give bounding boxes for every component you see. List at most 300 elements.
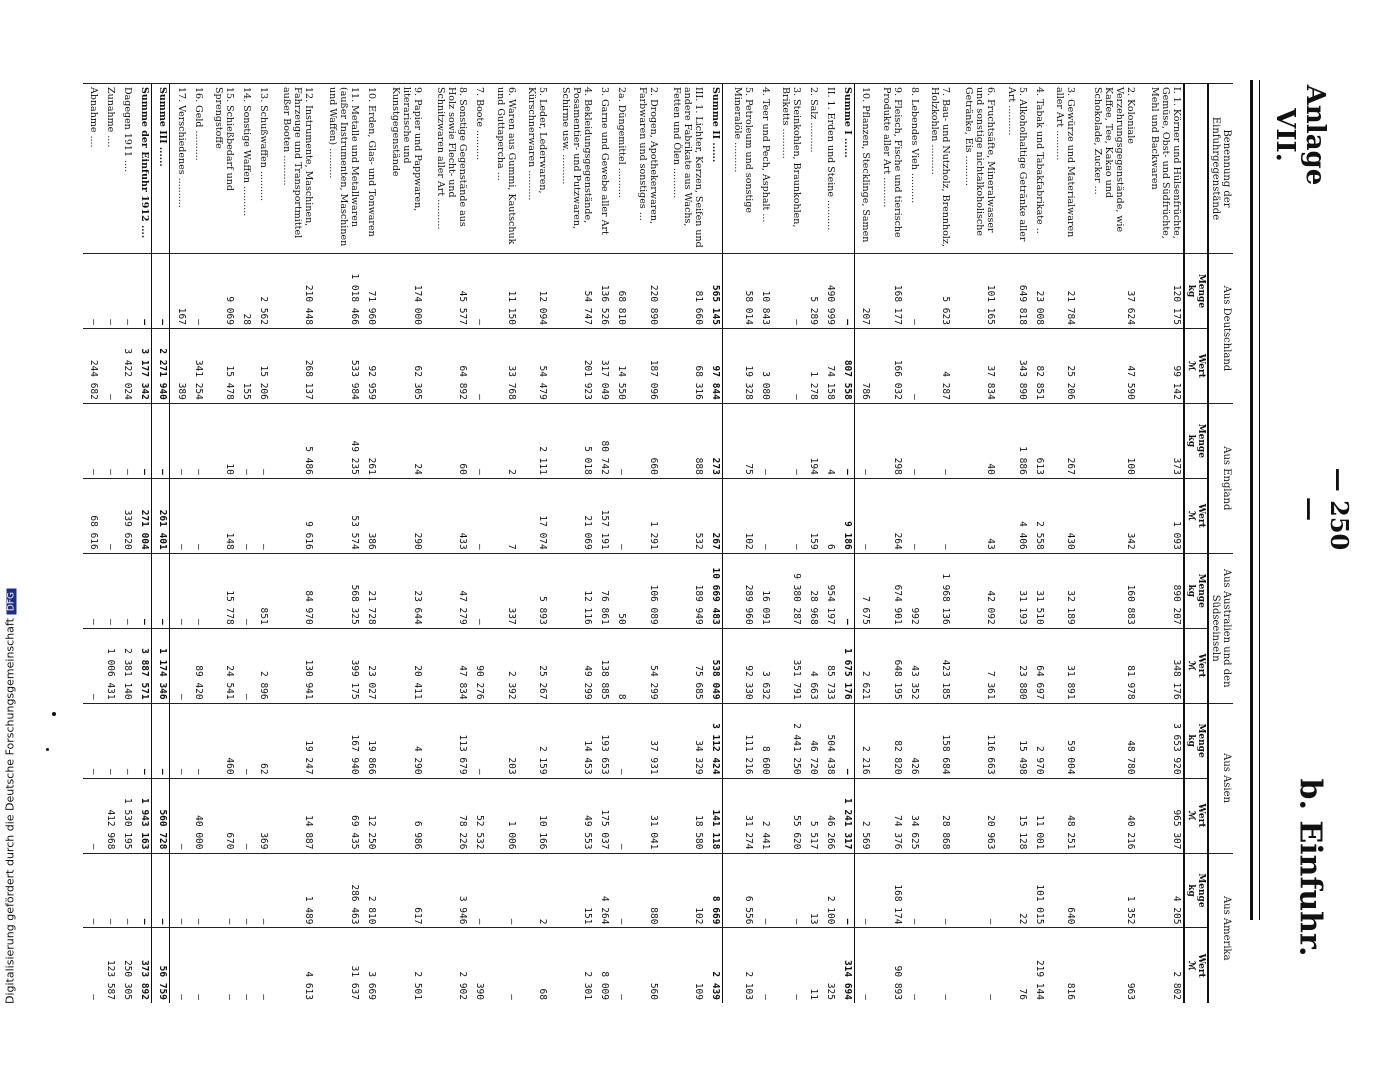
table-cell: 1 174 346: [152, 628, 170, 703]
table-cell: 24: [378, 403, 424, 478]
table-cell: —: [152, 254, 170, 329]
table-row: [253, 84, 270, 1004]
table-cell: 220 890: [628, 254, 659, 329]
table-cell: —: [170, 703, 188, 778]
table-cell: 12 094: [518, 254, 549, 329]
table-cell: 7 675: [855, 553, 873, 628]
table-cell: —: [100, 403, 117, 478]
table-cell: 168 174: [872, 853, 903, 928]
table-cell: 37 624: [1077, 254, 1137, 329]
table-cell: —: [855, 928, 873, 1003]
table-cell: 100: [1077, 403, 1137, 478]
table-cell: 2 439: [705, 928, 723, 1003]
table-cell: 267: [705, 478, 723, 553]
table-cell: 15 478: [205, 328, 236, 403]
table-cell: 2 392: [486, 628, 517, 703]
table-cell: 11 150: [486, 254, 517, 329]
table-row: [1077, 84, 1137, 1004]
table-cell: —: [469, 703, 486, 778]
table-cell: 8 009: [595, 928, 612, 1003]
table-cell: 159: [803, 478, 820, 553]
table-row: [134, 84, 152, 1004]
table-cell: 52 532: [469, 778, 486, 853]
menge-header: [1184, 254, 1208, 329]
table-cell: 25 206: [1046, 328, 1077, 403]
table-cell: —: [170, 778, 188, 853]
table-cell: 1 675 176: [837, 628, 855, 703]
subcol-label: Wert: [1196, 953, 1206, 978]
table-cell: 289 960: [723, 553, 755, 628]
table-cell: —: [772, 403, 803, 478]
table-cell: 158 684: [921, 703, 952, 778]
table-row: [705, 84, 723, 1004]
table-cell: 533 984: [315, 328, 361, 403]
col-title: Benennung der Einfuhrgegenstände: [1208, 84, 1233, 254]
table-cell: —: [772, 928, 803, 1003]
row-label: 5. Leder, Lederwaren, Kürschnerwaren ..........: [518, 84, 549, 254]
table-cell: 71 960: [361, 254, 378, 329]
unit-label: ℳ: [1186, 960, 1196, 971]
table-cell: —: [83, 853, 100, 928]
table-cell: 56 759: [152, 928, 170, 1003]
menge-header: [1184, 853, 1208, 928]
table-cell: 460: [205, 703, 236, 778]
table-cell: 89 420: [188, 628, 205, 703]
table-cell: 2 902: [424, 928, 470, 1003]
table-cell: —: [921, 403, 952, 478]
table-cell: 430: [1046, 478, 1077, 553]
table-row: [837, 84, 855, 1004]
table-cell: 649 818: [998, 254, 1029, 329]
table-cell: 8 669: [705, 853, 723, 928]
table-row: [998, 84, 1029, 1004]
row-label: Abnahme ....: [83, 84, 100, 254]
table-cell: 31 891: [1046, 628, 1077, 703]
table-cell: 60: [424, 403, 470, 478]
table-cell: —: [755, 853, 772, 928]
table-cell: 58 014: [723, 254, 755, 329]
row-label: 12. Instrumente, Maschinen, Fahrzeuge und Transportmittel außer Booten ..........: [270, 84, 316, 254]
table-cell: 4 613: [270, 928, 316, 1003]
table-cell: —: [236, 553, 253, 628]
table-cell: 2 621: [855, 628, 873, 703]
subcol-label: Menge: [1196, 873, 1206, 908]
table-cell: 880: [628, 853, 659, 928]
table-cell: —: [152, 853, 170, 928]
table-cell: —: [772, 328, 803, 403]
table-cell: 175 037: [595, 778, 612, 853]
table-cell: 12 250: [361, 778, 378, 853]
table-cell: 1 291: [628, 478, 659, 553]
table-row: [723, 84, 755, 1004]
row-label: Summe II ......: [705, 84, 723, 254]
table-row: [205, 84, 236, 1004]
table-row: [660, 84, 706, 1004]
table-cell: 20 411: [378, 628, 424, 703]
row-label: 13. Schußwaffen ..........: [253, 84, 270, 254]
table-cell: 5 486: [270, 403, 316, 478]
table-cell: 22: [998, 853, 1029, 928]
table-cell: 250 305: [117, 928, 134, 1003]
table-cell: 5 517: [803, 778, 820, 853]
table-cell: 244 682: [83, 328, 100, 403]
table-cell: 25 267: [518, 628, 549, 703]
table-cell: —: [152, 703, 170, 778]
table-cell: 92 959: [361, 328, 378, 403]
table-row: [315, 84, 361, 1004]
table-cell: 3 080: [755, 328, 772, 403]
table-cell: 47 834: [424, 628, 470, 703]
table-row: [424, 84, 470, 1004]
table-cell: 20 963: [952, 778, 998, 853]
table-cell: 660: [628, 403, 659, 478]
row-label: 2. Drogen, Apothekerwaren, Farbwaren und sonstiges ...: [628, 84, 659, 254]
table-cell: —: [134, 853, 152, 928]
table-cell: —: [611, 703, 628, 778]
table-cell: —: [100, 703, 117, 778]
row-label: 3. Garne und Gewebe aller Art: [595, 84, 612, 254]
table-cell: —: [100, 254, 117, 329]
table-cell: 10 669 483: [705, 553, 723, 628]
table-cell: 640: [1046, 853, 1077, 928]
table-cell: 2 216: [855, 703, 873, 778]
wert-header: [1184, 478, 1208, 553]
table-cell: —: [83, 254, 100, 329]
table-cell: 54 747: [549, 254, 595, 329]
table-cell: 54 299: [628, 628, 659, 703]
table-cell: 4 663: [803, 628, 820, 703]
row-label: 8. Sonstige Gegenstände aus Holz sowie Flecht- und Schnitzwaren aller Art ..........: [424, 84, 470, 254]
row-label: 9. Papier und Pappwaren, literarische und Kunstgegenstände: [378, 84, 424, 254]
table-cell: 816: [1046, 928, 1077, 1003]
table-cell: 1 489: [270, 853, 316, 928]
table-cell: —: [83, 403, 100, 478]
table-cell: 37 834: [952, 328, 998, 403]
table-cell: —: [236, 703, 253, 778]
table-cell: 290: [378, 478, 424, 553]
table-cell: —: [469, 254, 486, 329]
row-label: 5. Petroleum und sonstige Mineralöle ..........: [723, 84, 755, 254]
table-cell: —: [837, 853, 855, 928]
table-cell: 17 074: [518, 478, 549, 553]
table-cell: 3 632: [755, 628, 772, 703]
table-cell: 82 851: [1029, 328, 1046, 403]
table-cell: —: [117, 403, 134, 478]
table-cell: 286 463: [315, 853, 361, 928]
table-cell: 31 637: [315, 928, 361, 1003]
table-cell: 2 111: [518, 403, 549, 478]
table-cell: 3 422 024: [117, 328, 134, 403]
table-cell: 10: [205, 403, 236, 478]
row-label: 6. Waren aus Gummi, Kautschuk und Guttapercha ...: [486, 84, 517, 254]
table-cell: 33 768: [486, 328, 517, 403]
table-cell: —: [921, 928, 952, 1003]
table-cell: —: [100, 328, 117, 403]
group-header: Aus Deutschland: [1208, 254, 1233, 404]
table-cell: 339 620: [117, 478, 134, 553]
table-cell: 68 316: [660, 328, 706, 403]
table-cell: 174 000: [378, 254, 424, 329]
table-cell: 965 307: [1137, 778, 1184, 853]
unit-label: ℳ: [1186, 660, 1196, 671]
table-cell: 19 866: [361, 703, 378, 778]
table-cell: 504 438: [820, 703, 837, 778]
table-cell: 23 644: [378, 553, 424, 628]
table-cell: 21 784: [1046, 254, 1077, 329]
table-cell: 2 970: [1029, 703, 1046, 778]
table-cell: —: [755, 478, 772, 553]
row-label: 6. Fruchtsäfte, Mineralwasser und sonstige nichtalkoholische Getränke, Eis ..........: [952, 84, 998, 254]
table-cell: 85 733: [820, 628, 837, 703]
unit-label: kg: [1186, 584, 1196, 597]
table-cell: 261: [361, 403, 378, 478]
row-label: 2. Salz ..........: [803, 84, 820, 254]
table-cell: 5 289: [803, 254, 820, 329]
table-cell: 348 176: [1137, 628, 1184, 703]
wert-header: [1184, 928, 1208, 1003]
table-cell: 43 352: [904, 628, 921, 703]
table-cell: —: [837, 403, 855, 478]
table-cell: 4 406: [998, 478, 1029, 553]
table-cell: —: [170, 853, 188, 928]
table-cell: 264: [872, 478, 903, 553]
table-row: [188, 84, 205, 1004]
table-cell: —: [253, 853, 270, 928]
table-cell: 160 883: [1077, 553, 1137, 628]
table-cell: —: [188, 553, 205, 628]
table-cell: 189 949: [660, 553, 706, 628]
wert-header: [1184, 778, 1208, 853]
table-cell: 5 893: [518, 553, 549, 628]
row-label: 9. Fleisch, Fische und tierische Produkte aller Art ..........: [872, 84, 903, 254]
unit-label: kg: [1186, 284, 1196, 298]
table-cell: 6 556: [723, 853, 755, 928]
table-cell: 490 999: [820, 254, 837, 329]
table-cell: 648 195: [872, 628, 903, 703]
table-cell: 15 498: [998, 703, 1029, 778]
table-cell: 81 978: [1077, 628, 1137, 703]
table-cell: 15 128: [998, 778, 1029, 853]
table-cell: 43: [952, 478, 998, 553]
table-cell: 4 264: [595, 853, 612, 928]
table-cell: —: [469, 403, 486, 478]
table-cell: 3 946: [424, 853, 470, 928]
table-cell: —: [921, 853, 952, 928]
table-cell: —: [188, 478, 205, 553]
table-row: [117, 84, 134, 1004]
row-label: 2a. Düngemittel ..........: [611, 84, 628, 254]
table-cell: 3 112 424: [705, 703, 723, 778]
table-row: [100, 84, 117, 1004]
table-cell: —: [469, 328, 486, 403]
table-cell: 954 197: [820, 553, 837, 628]
table-cell: 963: [1077, 928, 1137, 1003]
table-cell: 1 278: [803, 328, 820, 403]
table-cell: 560: [628, 928, 659, 1003]
row-label: I. 1. Körner und Hülsenfrüchte, Gemüse, Obst- und Südfrüchte, Mehl und Backwaren: [1137, 84, 1184, 254]
table-cell: 8: [611, 628, 628, 703]
table-cell: 46 266: [820, 778, 837, 853]
table-cell: —: [611, 778, 628, 853]
table-cell: 2 100: [820, 853, 837, 928]
row-label: 15. Schießbedarf und Sprengstoffe: [205, 84, 236, 254]
table-cell: —: [904, 403, 921, 478]
table-cell: 369: [253, 778, 270, 853]
table-cell: 31 510: [1029, 553, 1046, 628]
table-cell: —: [117, 254, 134, 329]
table-cell: —: [837, 553, 855, 628]
table-cell: 560 728: [152, 778, 170, 853]
table-cell: 807 558: [837, 328, 855, 403]
table-cell: 2 441 250: [772, 703, 803, 778]
row-label: 2. Koloniale Verzehrungsgegenstände, wie Kaffee, Tee, Kakao und Schokolade, Zucker ...: [1077, 84, 1137, 254]
table-cell: —: [236, 928, 253, 1003]
table-cell: 97 844: [705, 328, 723, 403]
table-cell: 78 226: [424, 778, 470, 853]
table-cell: 111 216: [723, 703, 755, 778]
table-cell: 2 562: [253, 254, 270, 329]
subcol-label: Menge: [1196, 423, 1206, 458]
table-cell: 76: [998, 928, 1029, 1003]
header-rule: [1250, 80, 1260, 920]
table-cell: 113 679: [424, 703, 470, 778]
table-cell: 157 191: [595, 478, 612, 553]
table-cell: 141 118: [705, 778, 723, 853]
table-cell: 337: [486, 553, 517, 628]
table-row: [921, 84, 952, 1004]
table-cell: 219 144: [1029, 928, 1046, 1003]
table-cell: 565 145: [705, 254, 723, 329]
subcol-label: Wert: [1196, 353, 1206, 378]
table-cell: —: [904, 478, 921, 553]
table-row: [611, 84, 628, 1004]
table-cell: 90 276: [469, 628, 486, 703]
table-cell: 69 435: [315, 778, 361, 853]
row-label: 3. Steinkohlen, Braunkohlen, Briketts ..........: [772, 84, 803, 254]
table-cell: —: [205, 928, 236, 1003]
table-row: [378, 84, 424, 1004]
row-label: 17. Verschiedenes ..........: [170, 84, 188, 254]
table-cell: 3 653 920: [1137, 703, 1184, 778]
table-cell: 155: [236, 328, 253, 403]
table-cell: —: [904, 853, 921, 928]
table-cell: 74 158: [820, 328, 837, 403]
table-cell: —: [772, 853, 803, 928]
table-cell: 59 004: [1046, 703, 1077, 778]
table-cell: 16 091: [755, 553, 772, 628]
table-cell: —: [170, 628, 188, 703]
table-cell: 1 241 317: [837, 778, 855, 853]
table-row: [469, 84, 486, 1004]
table-cell: 68 616: [83, 478, 100, 553]
table-cell: 3 669: [361, 928, 378, 1003]
table-cell: 74 376: [872, 778, 903, 853]
table-cell: 101 165: [952, 254, 998, 329]
table-cell: 10 843: [755, 254, 772, 329]
row-label: 3. Gewürze und Materialwaren aller Art ..........: [1046, 84, 1077, 254]
table-cell: 273: [705, 403, 723, 478]
row-label: 8. Lebendes Vieh ..........: [904, 84, 921, 254]
table-cell: 351 791: [772, 628, 803, 703]
credit-text: Digitalisierung gefördert durch die Deutsche Forschungsgemeinschaft: [3, 618, 17, 1005]
subcol-label: Wert: [1196, 803, 1206, 828]
table-cell: 3 177 342: [134, 328, 152, 403]
table-cell: 19 247: [270, 703, 316, 778]
table-row: [803, 84, 820, 1004]
table-cell: —: [611, 478, 628, 553]
group-header: Aus Amerika: [1208, 853, 1233, 1003]
speck-mark: [46, 748, 49, 751]
unit-label: ℳ: [1186, 810, 1196, 821]
table-cell: 11 001: [1029, 778, 1046, 853]
table-cell: —: [952, 853, 998, 928]
row-label: 10. Pflanzen, Stecklinge, Samen: [855, 84, 873, 254]
table-cell: 123 587: [100, 928, 117, 1003]
table-cell: —: [486, 853, 517, 928]
table-cell: 120 175: [1137, 254, 1184, 329]
table-cell: —: [134, 703, 152, 778]
table-cell: —: [253, 403, 270, 478]
table-cell: 992: [904, 553, 921, 628]
table-cell: 28 868: [921, 778, 952, 853]
table-cell: 68 810: [611, 254, 628, 329]
table-cell: 194: [803, 403, 820, 478]
table-cell: 261 401: [152, 478, 170, 553]
table-cell: —: [170, 928, 188, 1003]
table-cell: 2 441: [755, 778, 772, 853]
table-cell: 1 968 136: [921, 553, 952, 628]
row-label: 7. Boote ..........: [469, 84, 486, 254]
table-cell: —: [855, 403, 873, 478]
table-cell: 31 041: [628, 778, 659, 853]
subcol-label: Menge: [1196, 723, 1206, 758]
unit-label: ℳ: [1186, 361, 1196, 371]
table-cell: —: [83, 553, 100, 628]
table-cell: —: [100, 553, 117, 628]
unit-label: kg: [1186, 434, 1196, 448]
table-cell: 34 625: [904, 778, 921, 853]
table-cell: —: [772, 254, 803, 329]
table-cell: 613: [1029, 403, 1046, 478]
row-label: 4. Tabak und Tabakfabrikate ..: [1029, 84, 1046, 254]
table-cell: 890 207: [1137, 553, 1184, 628]
table-cell: 1 943 163: [134, 778, 152, 853]
table-cell: 342: [1077, 478, 1137, 553]
page-number: — 250 —: [1296, 467, 1354, 551]
table-cell: —: [152, 403, 170, 478]
table-cell: 2 301: [549, 928, 595, 1003]
table-cell: 674 901: [872, 553, 903, 628]
row-label: 16. Geld ..........: [188, 84, 205, 254]
table-cell: 54 479: [518, 328, 549, 403]
table-cell: —: [205, 853, 236, 928]
table-cell: —: [188, 853, 205, 928]
table-cell: 130 941: [270, 628, 316, 703]
table-cell: 34 329: [660, 703, 706, 778]
table-cell: 84 970: [270, 553, 316, 628]
table-cell: —: [236, 778, 253, 853]
table-cell: —: [921, 478, 952, 553]
table-cell: 2 271 940: [152, 328, 170, 403]
table-cell: 201 923: [549, 328, 595, 403]
subcol-label: Menge: [1196, 273, 1206, 309]
table-cell: 207: [855, 254, 873, 329]
table-cell: 31 274: [723, 778, 755, 853]
table-cell: —: [755, 403, 772, 478]
table-cell: 373 892: [134, 928, 152, 1003]
subcol-label: Menge: [1196, 573, 1206, 608]
table-cell: 15 206: [253, 328, 270, 403]
